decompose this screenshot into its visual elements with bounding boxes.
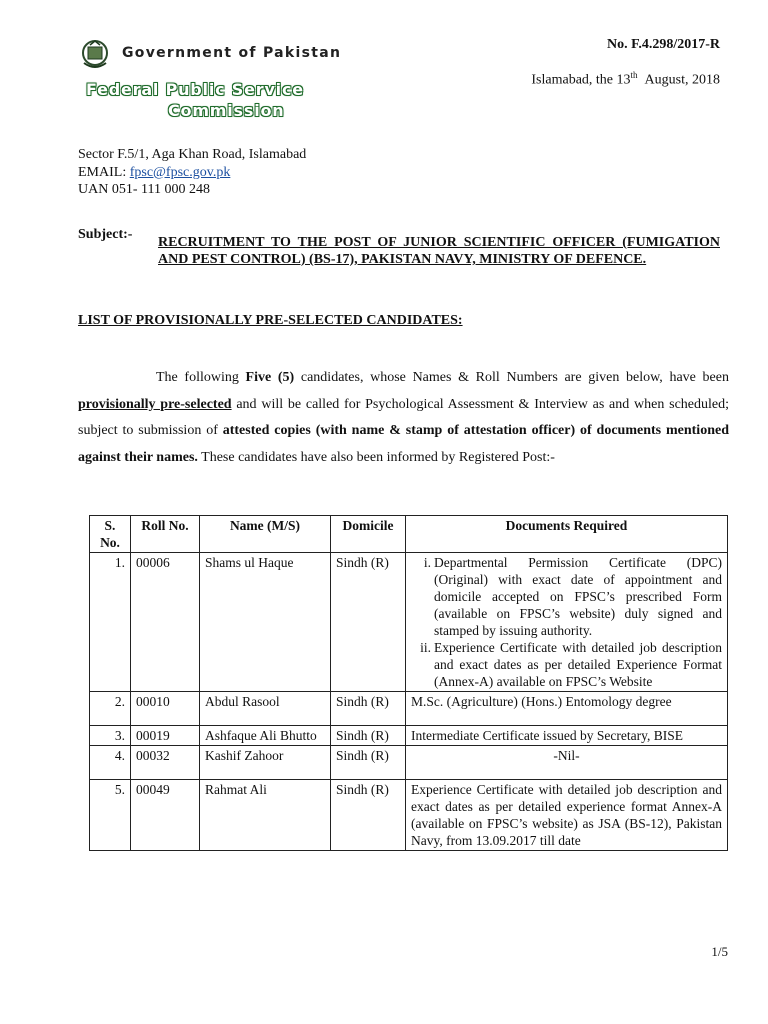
table-row: 5. 00049 Rahmat Ali Sindh (R) Experience Certificate with detailed job description and exact dates as per detailed experience format Annex-A (available on FPSC’s website) as JSA (BS-12), Pakistan Navy, from 13.09.2017 till date (90, 780, 728, 851)
intro-paragraph: The following Five (5) candidates, whose Names & Roll Numbers are given below, have been provisionally pre-selected and will be called for Psychological Assessment & Interview as and when scheduled; subject to submission of attested copies (with name & stamp of attestation officer) of documents mentioned against their names. These candidates have also been informed by Registered Post:- (78, 370, 729, 465)
col-header-roll: Roll No. (131, 516, 200, 553)
uan-line: UAN 051- 111 000 248 (78, 182, 210, 197)
table-row: 2. 00010 Abdul Rasool Sindh (R) M.Sc. (Agriculture) (Hons.) Entomology degree (90, 692, 728, 726)
subject-label: Subject:- (78, 227, 133, 242)
address-line: Sector F.5/1, Aga Khan Road, Islamabad (78, 147, 307, 162)
reference-number: No. F.4.298/2017-R (606, 37, 720, 52)
fpsc-logo-line2: Commission (168, 101, 285, 120)
col-header-name: Name (M/S) (200, 516, 331, 553)
table-row: 4. 00032 Kashif Zahoor Sindh (R) -Nil- (90, 746, 728, 780)
col-header-sno: S. No. (90, 516, 131, 553)
government-emblem-icon (78, 37, 112, 71)
address-block (78, 146, 306, 199)
documents-list (411, 554, 722, 690)
list-heading: LIST OF PROVISIONALLY PRE-SELECTED CANDIDATES: (78, 313, 463, 328)
letter-date: Islamabad, the 13th August, 2018 (531, 70, 720, 88)
list-item: i. Departmental Permission Certificate (DPC) (Original) with exact date of appointment and domicile accepted on FPSC’s prescribed Form (available on FPSC’s website) duly signed and stamped by issuing authority. (423, 555, 722, 638)
table-row: 3. 00019 Ashfaque Ali Bhutto Sindh (R) Intermediate Certificate issued by Secretary, BISE (90, 726, 728, 746)
col-header-domicile: Domicile (331, 516, 406, 553)
candidates-table (89, 515, 728, 851)
table-row: 1. 00006 Shams ul Haque Sindh (R) i. Departmental Permission Certificate (DPC) (Original) with exact date of appointment and domicile accepted on FPSC’s prescribed Form (available on FPSC’s website) duly signed and stamped by issuing authority. ii. Experience Certificate with detailed job description and exact dates as per detailed Experience Format (Annex-A) available on FPSC’s Website (90, 553, 728, 692)
email-line: EMAIL: fpsc@fpsc.gov.pk (78, 164, 231, 180)
documents-cell (406, 553, 728, 692)
email-link[interactable]: fpsc@fpsc.gov.pk (129, 164, 231, 180)
table-header-row (90, 516, 728, 553)
fpsc-logo-line1: Federal Public Service (86, 80, 304, 99)
government-heading: Government of Pakistan (122, 45, 342, 61)
subject-text: RECRUITMENT TO THE POST OF JUNIOR SCIENTIFIC OFFICER (FUMIGATION AND PEST CONTROL) (BS-17), PAKISTAN NAVY, MINISTRY OF DEFENCE. (158, 235, 720, 267)
col-header-documents: Documents Required (406, 516, 728, 553)
page-number: 1/5 (711, 944, 728, 959)
list-item: ii. Experience Certificate with detailed job description and exact dates as per detailed Experience Format (Annex-A) available on FPSC’s Website (420, 640, 722, 689)
